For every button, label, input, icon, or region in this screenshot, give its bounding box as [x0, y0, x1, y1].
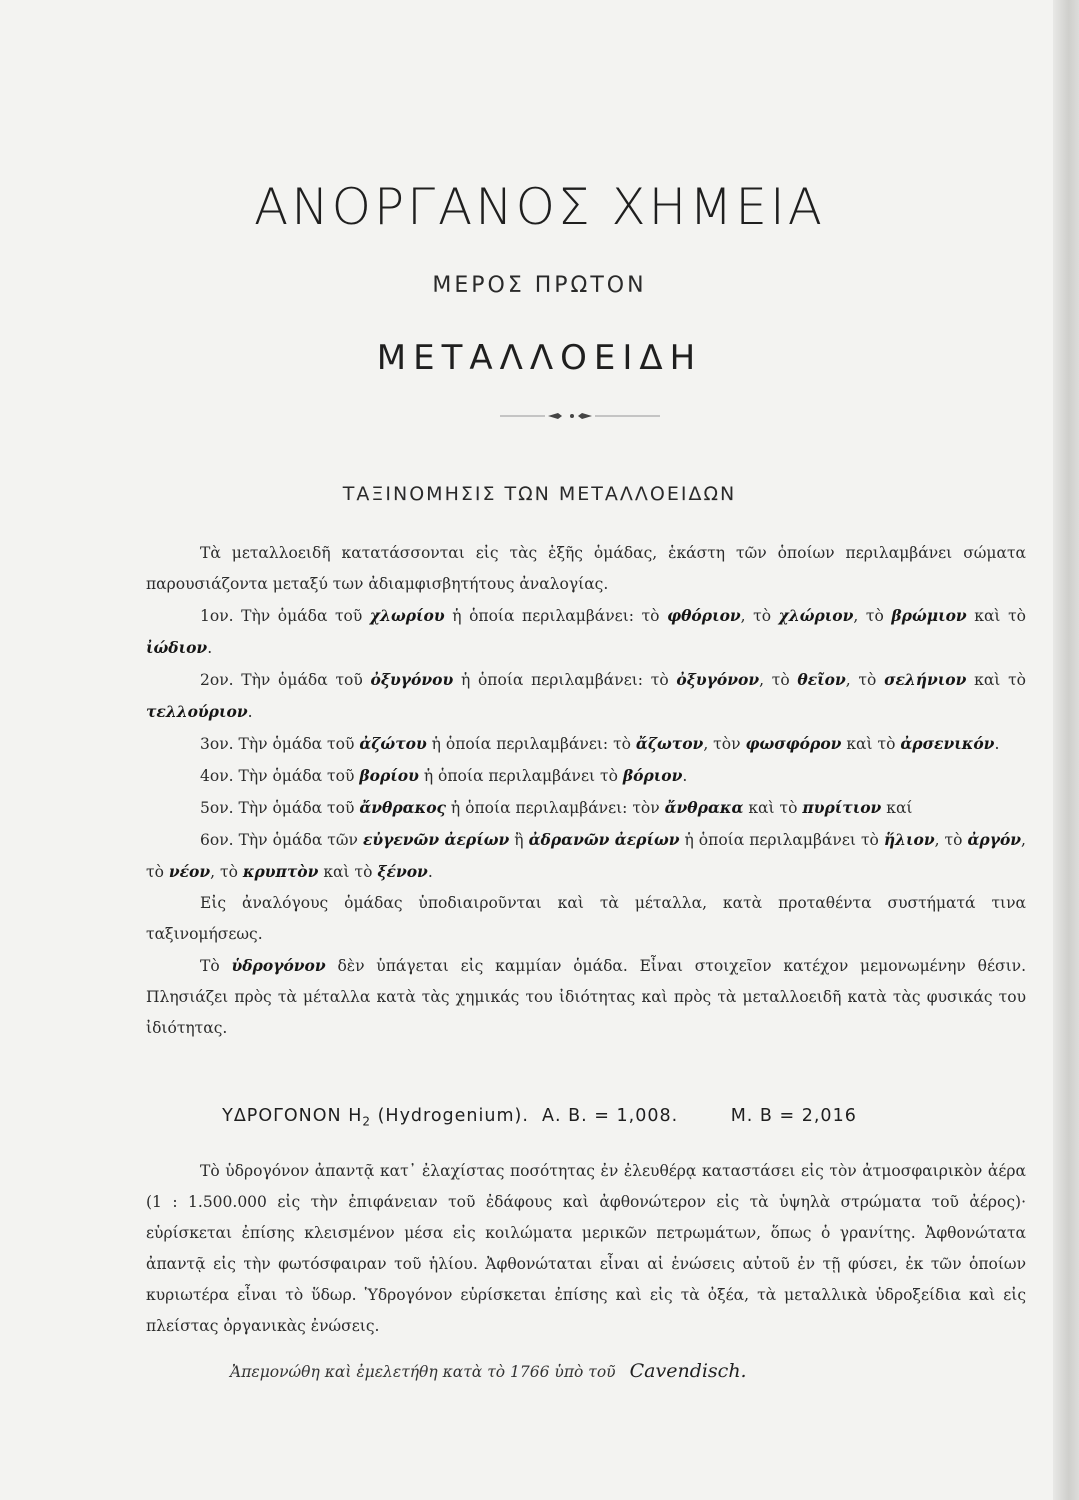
member-connector: καὶ τὸ: [323, 863, 373, 881]
group-item: [146, 792, 1026, 824]
group-name: ὀξυγόνου: [370, 670, 454, 689]
element-name: ἀρσενικόν: [900, 734, 995, 753]
group-number: 2ον.: [200, 671, 234, 689]
group-name-alt: ἀδρανῶν ἀερίων: [528, 830, 680, 849]
group-lead: Τὴν ὁμάδα τοῦ: [241, 671, 363, 689]
group-name: εὐγενῶν ἀερίων: [362, 830, 510, 849]
element-name: φωσφόρον: [745, 734, 842, 753]
group-number: 3ον.: [200, 735, 234, 753]
group-name-join: ἢ: [514, 831, 524, 849]
analogous-paragraph: Εἰς ἀναλόγους ὁμάδας ὑποδιαιροῦνται καὶ τὰ μέταλλα, κατὰ προταθέντα συστήματά τινα ταξινομήσεως.: [146, 894, 1026, 943]
classification-text: [146, 538, 1026, 1044]
member-connector: , τὸ: [740, 607, 772, 625]
group-mid: ἡ ὁποία περιλαμβάνει τὸ: [684, 831, 879, 849]
group-name: βορίου: [359, 766, 419, 785]
group-mid: ἡ ὁποία περιλαμβάνει: τὸ: [452, 607, 660, 625]
part-title: ΜΕΤΑΛΛΟΕΙΔΗ: [376, 338, 703, 378]
hydrogen-note-rest: δὲν ὑπάγεται εἰς καμμίαν ὁμάδα. Εἶναι στοιχεῖον κατέχον μεμονωμένην θέσιν. Πλησιάζει πρὸς τὰ μέταλλα κατὰ τὰς χημικάς του ἰδιότητας καὶ πρὸς τὰ μεταλλοειδῆ κατὰ τὰς φυσικάς του ἰδιότητας.: [146, 957, 1026, 1037]
element-name: ἄνθρακα: [664, 798, 744, 817]
group-end: .: [247, 703, 253, 721]
member-connector: , τὸν: [703, 735, 741, 753]
element-name: ὀξυγόνον: [676, 670, 760, 689]
hydrogen-paragraph: Τὸ ὑδρογόνον ἀπαντᾷ κατ᾽ ἐλαχίστας ποσότητας ἐν ἐλευθέρᾳ καταστάσει εἰς τὸν ἀτμοσφαιρικὸν ἀέρα (1 : 1.500.000 εἰς τὴν ἐπιφάνειαν τοῦ ἐδάφους καὶ ἀφθονώτερον εἰς τὰ ὑψηλὰ στρώματα τοῦ ἀέρος)· εὑρίσκεται ἐπίσης κλεισμένον μέσα εἰς κοιλώματα μερικῶν πετρωμάτων, ὅπως ὁ γρανίτης. Ἀφθονώτατα ἀπαντᾷ εἰς τὴν φωτόσφαιραν τοῦ ἡλίου. Ἀφθονώταται εἶναι αἱ ἑνώσεις αὐτοῦ ἐν τῇ φύσει, ἐκ τῶν ὁποίων κυριωτέρα εἶναι τὸ ὕδωρ. Ὑδρογόνον εὑρίσκεται ἐπίσης καὶ εἰς τὰ ὀξέα, τὰ μεταλλικὰ ὑδροξείδια καὶ εἰς πλείστας ὀργανικὰς ἐνώσεις.: [146, 1162, 1026, 1335]
group-item: [146, 664, 1026, 728]
member-connector: καὶ τὸ: [748, 799, 798, 817]
hydrogen-note-name: ὑδρογόνον: [231, 956, 326, 975]
element-name: βρώμιον: [891, 606, 967, 625]
group-number: 4ον.: [200, 767, 234, 785]
group-mid: ἡ ὁποία περιλαμβάνει τὸ: [423, 767, 618, 785]
formula-subscript: 2: [362, 1114, 371, 1129]
hydrogen-note: [146, 950, 1026, 1044]
group-lead: Τὴν ὁμάδα τοῦ: [238, 767, 355, 785]
discovery-name: Cavendisch.: [629, 1360, 747, 1382]
element-name: ἰώδιον: [146, 638, 208, 657]
atomic-weight-value: 1,008.: [616, 1106, 679, 1126]
group-item: [146, 728, 1026, 760]
element-name: χλώριον: [778, 606, 854, 625]
member-connector: , τὸ: [934, 831, 963, 849]
member-connector: , τὸ: [845, 671, 877, 689]
member-connector: , τὸ: [146, 831, 1026, 881]
element-name: ἥλιον: [883, 830, 935, 849]
member-connector: καὶ τὸ: [846, 735, 896, 753]
molecular-weight-value: 2,016: [801, 1106, 857, 1126]
group-item: [146, 600, 1026, 664]
group-item: [146, 824, 1026, 888]
element-name: σελήνιον: [884, 670, 967, 689]
group-lead: Τὴν ὁμάδα τῶν: [238, 831, 358, 849]
group-list: [146, 600, 1026, 888]
hydrogen-text: [146, 1156, 1026, 1342]
element-name: νέον: [168, 862, 211, 881]
group-end: .: [427, 863, 433, 881]
element-name: βόριον: [622, 766, 683, 785]
formula-symbol: H: [348, 1106, 363, 1126]
group-lead: Τὴν ὁμάδα τοῦ: [241, 607, 363, 625]
section-heading: ΤΑΞΙΝΟΜΗΣΙΣ ΤΩΝ ΜΕΤΑΛΛΟΕΙΔΩΝ: [342, 483, 737, 505]
group-lead: Τὴν ὁμάδα τοῦ: [238, 799, 355, 817]
member-connector: , τὸ: [759, 671, 790, 689]
element-name: πυρίτιον: [802, 798, 882, 817]
intro-paragraph: Τὰ μεταλλοειδῆ κατατάσσονται εἰς τὰς ἑξῆς ὁμάδας, ἑκάστη τῶν ὁποίων περιλαμβάνει σώματα παρουσιάζοντα μεταξύ των ἀδιαμφισβητήτους ἀναλογίας.: [146, 544, 1026, 593]
group-item: [146, 760, 1026, 792]
molecular-weight-label: Μ. Β: [730, 1106, 773, 1126]
ornament-divider: [500, 410, 660, 422]
member-connector: καὶ τὸ: [974, 671, 1027, 689]
element-name: φθόριον: [667, 606, 741, 625]
element-name: ἀργόν: [967, 830, 1022, 849]
formula-name: ΥΔΡΟΓΟΝΟΝ: [222, 1106, 342, 1126]
hydrogen-formula-line: ΥΔΡΟΓΟΝΟΝ $H_2$ (Hydrogenium). Α. Β. = 1,008. Μ. Β = 2,016: [222, 1106, 857, 1129]
group-end: .: [682, 767, 688, 785]
member-connector: , τὸ: [210, 863, 238, 881]
group-name: χλωρίου: [369, 606, 445, 625]
group-end: καί: [886, 799, 913, 817]
group-mid: ἡ ὁποία περιλαμβάνει: τὸν: [450, 799, 660, 817]
element-name: κρυπτὸν: [242, 862, 319, 881]
element-name: θεῖον: [797, 670, 846, 689]
discovery-note: [230, 1360, 747, 1382]
group-number: 1ον.: [200, 607, 234, 625]
group-end: .: [994, 735, 1000, 753]
page-title: ΑΝΟΡΓΑΝΟΣ ΧΗΜΕΙΑ: [254, 178, 825, 236]
element-name: ἄζωτον: [635, 734, 704, 753]
member-connector: , τὸ: [853, 607, 884, 625]
atomic-weight-label: Α. Β.: [542, 1106, 588, 1126]
group-number: 5ον.: [200, 799, 234, 817]
discovery-text: Ἀπεμονώθη καὶ ἐμελετήθη κατὰ τὸ 1766 ὑπὸ τοῦ: [230, 1363, 616, 1381]
element-name: ξένον: [377, 862, 428, 881]
hydrogen-note-pre: Τὸ: [200, 957, 220, 975]
formula-latin: (Hydrogenium).: [377, 1106, 529, 1126]
member-connector: καὶ τὸ: [974, 607, 1026, 625]
element-name: τελλούριον: [146, 702, 248, 721]
part-subtitle: ΜΕΡΟΣ ΠΡΩΤΟΝ: [432, 273, 647, 298]
group-mid: ἡ ὁποία περιλαμβάνει: τὸ: [460, 671, 669, 689]
group-name: ἄνθρακος: [359, 798, 446, 817]
group-number: 6ον.: [200, 831, 234, 849]
group-end: .: [207, 639, 213, 657]
group-name: ἀζώτου: [359, 734, 427, 753]
group-lead: Τὴν ὁμάδα τοῦ: [238, 735, 355, 753]
group-mid: ἡ ὁποία περιλαμβάνει: τὸ: [431, 735, 631, 753]
